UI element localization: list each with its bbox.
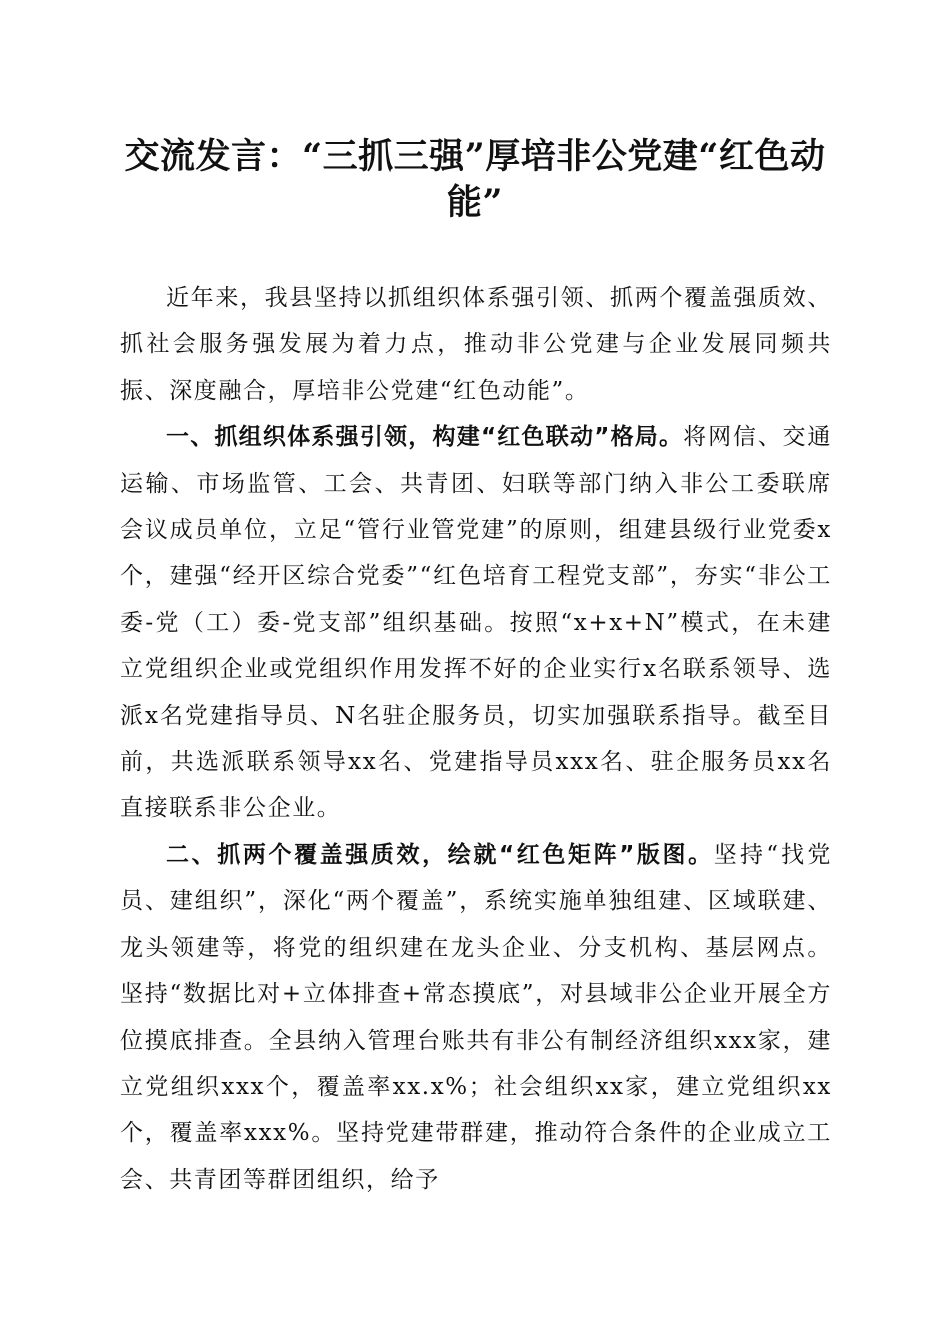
paragraph-text: 将网信、交通运输、市场监管、工会、共青团、妇联等部门纳入非公工委联席会议成员单位，立足“管行业管党建”的原则，组建县级行业党委x个，建强“经开区综合党委”“红色培育工程党支部”，夯实“非公工委-党（工）委-党支部”组织基础。按照“x+x+N”模式，在未建立党组织企业或党组织作用发挥不好的企业实行x名联系领导、选派x名党建指导员、N名驻企服务员，切实加强联系指导。截至目前，共选派联系领导xx名、党建指导员xxx名、驻企服务员xx名直接联系非公企业。 [120, 424, 832, 822]
paragraph-intro [120, 275, 832, 414]
paragraph-section-2 [120, 832, 832, 1203]
paragraph-text: 近年来，我县坚持以抓组织体系强引领、抓两个覆盖强质效、抓社会服务强发展为着力点，推动非公党建与企业发展同频共振、深度融合，厚培非公党建“红色动能”。 [120, 285, 832, 404]
paragraph-text: 坚持“找党员、建组织”，深化“两个覆盖”，系统实施单独组建、区域联建、龙头领建等，将党的组织建在龙头企业、分支机构、基层网点。坚持“数据比对+立体排查+常态摸底”，对县域非公企业开展全方位摸底排查。全县纳入管理台账共有非公有制经济组织xxx家，建立党组织xxx个，覆盖率xx.x%；社会组织xx家，建立党组织xx个，覆盖率xxx%。坚持党建带群建，推动符合条件的企业成立工会、共青团等群团组织，给予 [120, 841, 833, 1193]
document-title: 交流发言：“三抓三强”厚培非公党建“红色动能” [124, 136, 826, 223]
paragraph-lead: 二、抓两个覆盖强质效，绘就“红色矩阵”版图。 [166, 841, 714, 868]
document-body [120, 275, 832, 1203]
paragraph-section-1 [120, 414, 832, 832]
paragraph-lead: 一、抓组织体系强引领，构建“红色联动”格局。 [166, 424, 684, 451]
